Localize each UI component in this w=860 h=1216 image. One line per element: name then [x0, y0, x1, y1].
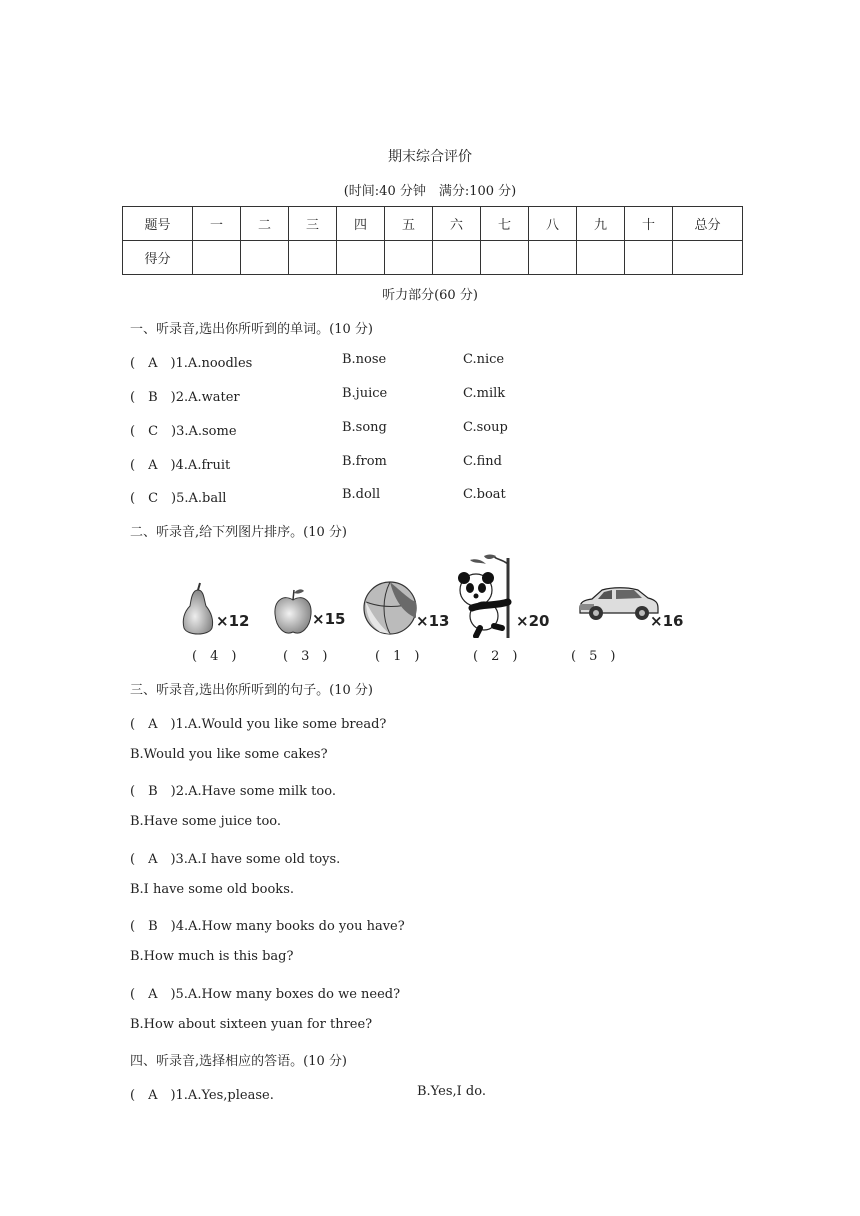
- score-cell[interactable]: [481, 241, 529, 275]
- ball-icon: [362, 578, 418, 638]
- quantity-label: ×20: [516, 612, 550, 630]
- question-prefix: ( A )4.A.fruit: [130, 458, 231, 473]
- option-b: B.song: [342, 420, 387, 435]
- score-cell[interactable]: [433, 241, 481, 275]
- exam-time-score: (时间:40 分钟 满分:100 分): [343, 184, 517, 199]
- option-c: C.nice: [463, 352, 505, 367]
- listening-section-header: 听力部分(60 分): [382, 288, 478, 303]
- option-b: B.Yes,I do.: [417, 1084, 486, 1099]
- option-c: C.boat: [463, 487, 506, 502]
- table-cell: 二: [241, 207, 289, 241]
- table-cell: 十: [625, 207, 673, 241]
- sentence-line: B.Would you like some cakes?: [130, 747, 328, 762]
- order-answer: ( 2 ): [473, 649, 518, 664]
- option-c: C.find: [463, 454, 502, 469]
- score-table-header-row: [123, 207, 743, 241]
- table-cell: 题号: [123, 207, 193, 241]
- sentence-line: ( A )1.A.Would you like some bread?: [130, 717, 387, 732]
- score-cell[interactable]: [193, 241, 241, 275]
- quantity-label: ×12: [216, 612, 250, 630]
- table-cell: 八: [529, 207, 577, 241]
- order-answer: ( 4 ): [192, 649, 237, 664]
- sentence-line: ( B )2.A.Have some milk too.: [130, 784, 336, 799]
- section-heading: 三、听录音,选出你所听到的句子。(10 分): [130, 683, 373, 698]
- score-cell[interactable]: [625, 241, 673, 275]
- table-cell: 总分: [673, 207, 743, 241]
- question-prefix: ( B )2.A.water: [130, 390, 240, 405]
- option-b: B.nose: [342, 352, 387, 367]
- option-b: B.juice: [342, 386, 388, 401]
- quantity-label: ×16: [650, 612, 684, 630]
- quantity-label: ×13: [416, 612, 450, 630]
- score-table: [122, 206, 743, 275]
- option-b: B.from: [342, 454, 387, 469]
- sentence-line: B.How much is this bag?: [130, 949, 294, 964]
- table-cell: 七: [481, 207, 529, 241]
- quantity-label: ×15: [312, 610, 346, 628]
- question-prefix: ( C )5.A.ball: [130, 491, 227, 506]
- table-cell: 五: [385, 207, 433, 241]
- score-cell[interactable]: [289, 241, 337, 275]
- sentence-line: B.How about sixteen yuan for three?: [130, 1017, 373, 1032]
- table-cell: 一: [193, 207, 241, 241]
- sentence-line: B.I have some old books.: [130, 882, 294, 897]
- score-cell[interactable]: [577, 241, 625, 275]
- option-c: C.soup: [463, 420, 508, 435]
- table-cell: 六: [433, 207, 481, 241]
- order-answer: ( 3 ): [283, 649, 328, 664]
- sentence-line: ( B )4.A.How many books do you have?: [130, 919, 405, 934]
- section-heading: 一、听录音,选出你所听到的单词。(10 分): [130, 322, 373, 337]
- table-cell: 得分: [123, 241, 193, 275]
- table-cell: 三: [289, 207, 337, 241]
- order-answer: ( 5 ): [571, 649, 616, 664]
- apple-icon: [272, 586, 314, 638]
- sentence-line: B.Have some juice too.: [130, 814, 282, 829]
- option-b: B.doll: [342, 487, 381, 502]
- question-prefix: ( C )3.A.some: [130, 424, 237, 439]
- question-prefix: ( A )1.A.noodles: [130, 356, 253, 371]
- page-title: 期末综合评价: [388, 149, 472, 165]
- picture-row: [170, 548, 690, 638]
- table-cell: 四: [337, 207, 385, 241]
- option-c: C.milk: [463, 386, 506, 401]
- section-heading: 四、听录音,选择相应的答语。(10 分): [130, 1054, 347, 1069]
- sentence-line: ( A )3.A.I have some old toys.: [130, 852, 341, 867]
- section-heading: 二、听录音,给下列图片排序。(10 分): [130, 525, 347, 540]
- order-answer: ( 1 ): [375, 649, 420, 664]
- score-cell[interactable]: [337, 241, 385, 275]
- pear-icon: [178, 582, 218, 638]
- car-icon: [576, 582, 660, 622]
- panda-icon: [456, 554, 518, 638]
- question-prefix: ( A )1.A.Yes,please.: [130, 1088, 274, 1103]
- score-cell[interactable]: [529, 241, 577, 275]
- sentence-line: ( A )5.A.How many boxes do we need?: [130, 987, 401, 1002]
- score-cell[interactable]: [241, 241, 289, 275]
- score-table-score-row: [123, 241, 743, 275]
- table-cell: 九: [577, 207, 625, 241]
- score-cell[interactable]: [385, 241, 433, 275]
- score-cell[interactable]: [673, 241, 743, 275]
